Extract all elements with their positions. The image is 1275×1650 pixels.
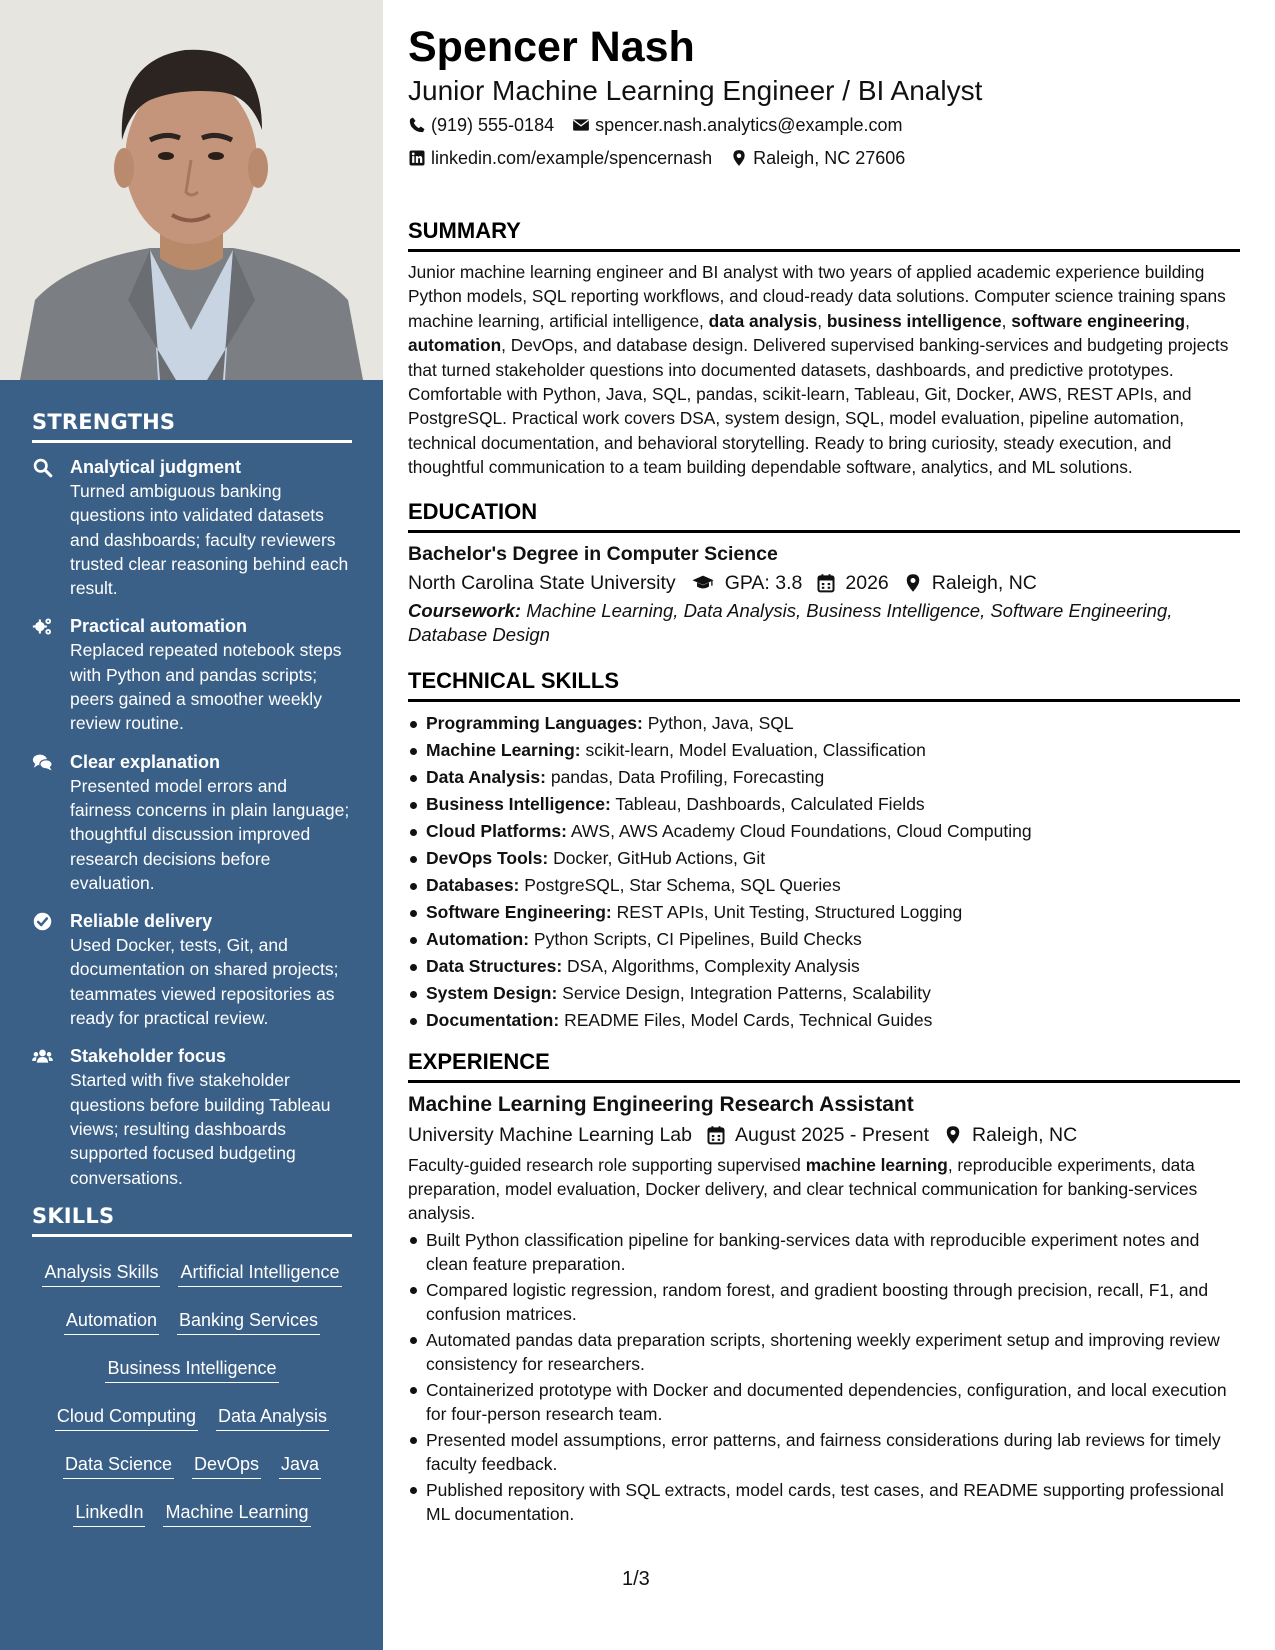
strength-title: Reliable delivery bbox=[70, 911, 213, 932]
gpa: GPA: 3.8 bbox=[724, 571, 803, 594]
list-item: Databases: PostgreSQL, Star Schema, SQL Queries bbox=[408, 872, 1240, 899]
education-section bbox=[408, 498, 1240, 647]
strength-item bbox=[32, 455, 352, 600]
education-meta bbox=[408, 567, 1240, 599]
technical-skills-list bbox=[408, 710, 1240, 1034]
list-item: Business Intelligence: Tableau, Dashboards, Calculated Fields bbox=[408, 791, 1240, 818]
experience-meta bbox=[408, 1119, 1240, 1151]
list-item: Published repository with SQL extracts, model cards, test cases, and README supporting professional ML documentation. bbox=[408, 1478, 1240, 1526]
skill-tag: DevOps bbox=[192, 1453, 261, 1479]
list-item: Compared logistic regression, random forest, and gradient boosting through precision, recall, F1, and confusion matrices. bbox=[408, 1278, 1240, 1326]
skill-tag: Machine Learning bbox=[163, 1501, 310, 1527]
skill-tag: Artificial Intelligence bbox=[178, 1261, 341, 1287]
skill-tag: Java bbox=[279, 1453, 321, 1479]
skill-tag: Data Analysis bbox=[216, 1405, 329, 1431]
phone-number: (919) 555-0184 bbox=[431, 115, 555, 135]
list-item: Data Analysis: pandas, Data Profiling, Forecasting bbox=[408, 764, 1240, 791]
summary-heading: SUMMARY bbox=[408, 217, 1240, 252]
list-item: Presented model assumptions, error patterns, and fairness considerations during lab reviews for timely faculty feedback. bbox=[408, 1428, 1240, 1476]
strength-desc: Replaced repeated notebook steps with Python and pandas scripts; peers gained a smoother weekly review routine. bbox=[70, 640, 342, 734]
location-contact bbox=[730, 142, 905, 174]
technical-skills-heading: TECHNICAL SKILLS bbox=[408, 667, 1240, 702]
location-text: Raleigh, NC 27606 bbox=[753, 148, 906, 168]
page-number: 1/3 bbox=[622, 1568, 650, 1590]
list-item: Automation: Python Scripts, CI Pipelines, Build Checks bbox=[408, 926, 1240, 953]
phone-icon bbox=[408, 116, 426, 134]
strength-desc: Presented model errors and fairness concerns in plain language; thoughtful discussion improved research decisions before evaluation. bbox=[70, 775, 350, 893]
strength-title: Analytical judgment bbox=[70, 457, 242, 477]
skill-tag: Business Intelligence bbox=[105, 1357, 278, 1383]
strength-title: Clear explanation bbox=[70, 751, 221, 772]
coursework: Coursework: Machine Learning, Data Analysis, Business Intelligence, Software Engineering, Database Design bbox=[408, 599, 1173, 645]
envelope-icon bbox=[572, 116, 590, 134]
skill-tag: Data Science bbox=[63, 1453, 174, 1479]
list-item: Cloud Platforms: AWS, AWS Academy Cloud Foundations, Cloud Computing bbox=[408, 818, 1240, 845]
skill-tag: LinkedIn bbox=[73, 1501, 145, 1527]
list-item: Machine Learning: scikit-learn, Model Evaluation, Classification bbox=[408, 737, 1240, 764]
experience-intro: Faculty-guided research role supporting supervised machine learning, reproducible experiments, data preparation, model evaluation, Docker delivery, and clear technical communication for banking-services analysis. bbox=[408, 1154, 1198, 1224]
calendar-icon bbox=[706, 1125, 726, 1145]
profile-photo bbox=[0, 0, 383, 380]
main-content bbox=[408, 20, 1240, 1528]
list-item: Containerized prototype with Docker and documented dependencies, configuration, and local execution for four-person research team. bbox=[408, 1378, 1240, 1426]
skill-tag: Cloud Computing bbox=[55, 1405, 198, 1431]
list-item: Automated pandas data preparation scripts, shortening weekly experiment setup and improving review consistency for researchers. bbox=[408, 1328, 1240, 1376]
map-pin-icon bbox=[903, 573, 923, 593]
strength-item bbox=[32, 750, 352, 895]
strength-title: Practical automation bbox=[70, 616, 248, 637]
school-name: North Carolina State University bbox=[408, 571, 676, 594]
technical-skills-section bbox=[408, 667, 1240, 1034]
employment-dates: August 2025 - Present bbox=[735, 1123, 930, 1146]
degree-title: Bachelor's Degree in Computer Science bbox=[408, 542, 778, 565]
calendar-icon bbox=[816, 573, 836, 593]
skill-tag: Analysis Skills bbox=[42, 1261, 160, 1287]
summary-text: Junior machine learning engineer and BI analyst with two years of applied academic experience building Python models, SQL reporting workflows, and cloud-ready data solutions. Computer science training spans machine learning, artificial intelligence, data analysis, business intelligence, software engineering, automation, DevOps, and database design. Delivered supervised banking-services and budgeting projects that turned stakeholder questions into documented datasets, dashboards, and predictive prototypes. Comfortable with Python, Java, SQL, pandas, scikit-learn, Tableau, Git, Docker, AWS, REST APIs, and PostgreSQL. Practical work covers DSA, system design, SQL, model evaluation, pipeline automation, technical documentation, and behavioral storytelling. Ready to bring curiosity, steady execution, and thoughtful communication to a team building dependable software, analytics, and ML solutions. bbox=[408, 262, 1229, 478]
list-item: Data Structures: DSA, Algorithms, Complexity Analysis bbox=[408, 953, 1240, 980]
list-item: Built Python classification pipeline for banking-services data with reproducible experiment notes and clean feature preparation. bbox=[408, 1228, 1240, 1276]
summary-section bbox=[408, 217, 1240, 480]
strength-desc: Turned ambiguous banking questions into validated datasets and dashboards; faculty reviewers trusted clear reasoning behind each result. bbox=[70, 481, 349, 599]
graduation-year: 2026 bbox=[845, 571, 889, 594]
users-icon bbox=[32, 1044, 70, 1189]
graduation-cap-icon bbox=[690, 572, 716, 594]
skill-tag: Banking Services bbox=[177, 1309, 320, 1335]
contact-row-2 bbox=[408, 142, 1240, 174]
email-contact[interactable] bbox=[572, 109, 902, 141]
education-location: Raleigh, NC bbox=[931, 571, 1037, 594]
education-heading: EDUCATION bbox=[408, 498, 1240, 533]
strength-item bbox=[32, 1044, 352, 1189]
experience-location: Raleigh, NC bbox=[972, 1123, 1078, 1146]
skill-tags bbox=[32, 1249, 352, 1541]
contact-row bbox=[408, 109, 1240, 141]
email-address: spencer.nash.analytics@example.com bbox=[595, 115, 903, 135]
sidebar bbox=[0, 0, 383, 1650]
strengths-heading: STRENGTHS bbox=[32, 410, 352, 443]
list-item: System Design: Service Design, Integration Patterns, Scalability bbox=[408, 980, 1240, 1007]
linkedin-url: linkedin.com/example/spencernash bbox=[431, 148, 713, 168]
strength-item bbox=[32, 614, 352, 735]
skill-tag: Automation bbox=[64, 1309, 159, 1335]
strength-item bbox=[32, 909, 352, 1030]
linkedin-contact[interactable] bbox=[408, 142, 712, 174]
strength-desc: Used Docker, tests, Git, and documentation on shared projects; teammates viewed repositories as ready for practical review. bbox=[70, 935, 339, 1029]
list-item: Programming Languages: Python, Java, SQL bbox=[408, 710, 1240, 737]
strength-desc: Started with five stakeholder questions before building Tableau views; resulting dashboards supported focused budgeting conversations. bbox=[70, 1070, 331, 1188]
role-title: Machine Learning Engineering Research Assistant bbox=[408, 1092, 914, 1116]
experience-heading: EXPERIENCE bbox=[408, 1048, 1240, 1083]
phone-contact[interactable] bbox=[408, 109, 554, 141]
list-item: Software Engineering: REST APIs, Unit Testing, Structured Logging bbox=[408, 899, 1240, 926]
map-pin-icon bbox=[943, 1125, 963, 1145]
experience-bullets bbox=[408, 1228, 1240, 1526]
experience-section bbox=[408, 1048, 1240, 1526]
strength-title: Stakeholder focus bbox=[70, 1046, 227, 1067]
organization: University Machine Learning Lab bbox=[408, 1123, 692, 1146]
list-item: DevOps Tools: Docker, GitHub Actions, Git bbox=[408, 845, 1240, 872]
comments-icon bbox=[32, 750, 70, 895]
candidate-name: Spencer Nash bbox=[408, 23, 695, 71]
linkedin-icon bbox=[408, 149, 426, 167]
skills-heading: SKILLS bbox=[32, 1204, 352, 1237]
gears-icon bbox=[32, 614, 70, 735]
search-icon bbox=[32, 455, 70, 600]
candidate-headline: Junior Machine Learning Engineer / BI Analyst bbox=[408, 75, 983, 106]
list-item: Documentation: README Files, Model Cards, Technical Guides bbox=[408, 1007, 1240, 1034]
map-pin-icon bbox=[730, 149, 748, 167]
check-circle-icon bbox=[32, 909, 70, 1030]
